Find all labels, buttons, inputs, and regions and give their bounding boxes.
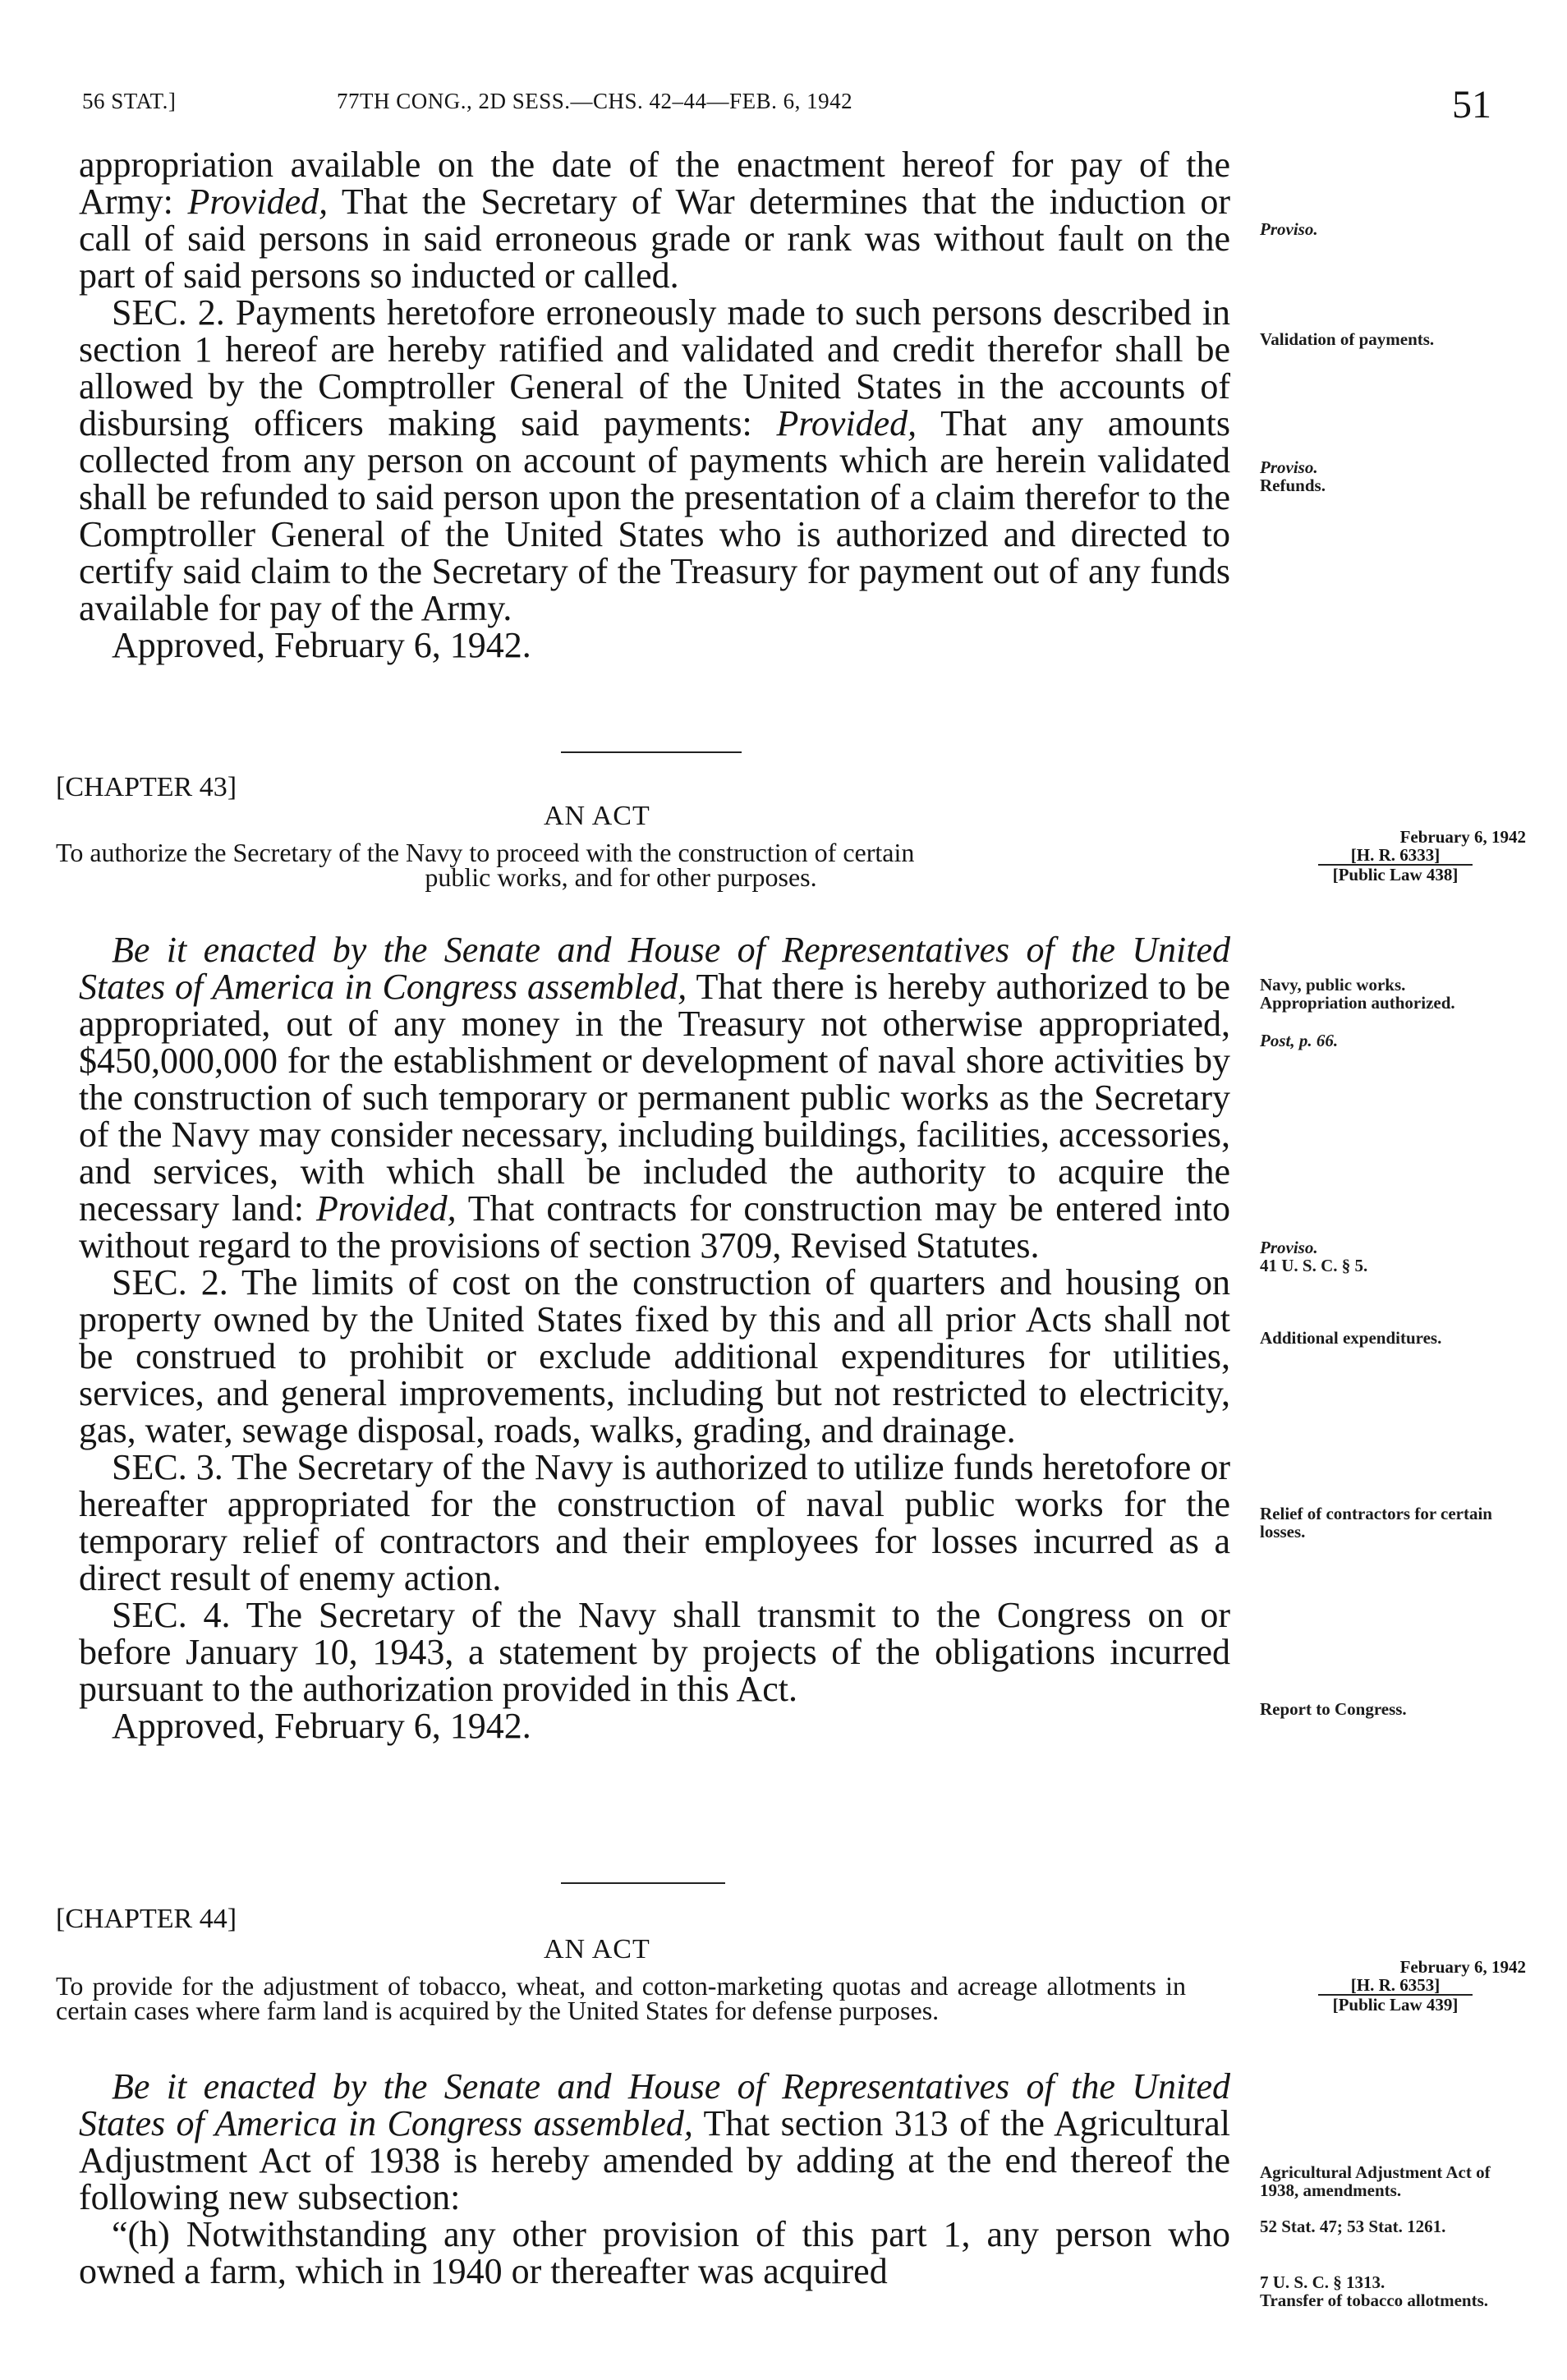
ch42-approved: Approved, February 6, 1942. [112, 625, 531, 665]
margin-additional-expenditures: Additional expenditures. [1260, 1328, 1442, 1348]
ch43-section-3: SEC. 3. The Secretary of the Navy is authorized to utilize funds heretofore or hereafter appropriated for the construction of naval public works for the temporary relief of contractors and their employees for losses incurred as a direct result of enemy action. [79, 1447, 1230, 1598]
section-label: SEC. 2. [112, 1262, 228, 1303]
margin-appropriation: Appropriation authorized. [1260, 993, 1455, 1013]
proviso-word: Provided, [776, 403, 917, 443]
section-divider [561, 751, 742, 753]
ch44-chapter-label: [CHAPTER 44] [56, 1904, 237, 1934]
ch43-enactment-box [1260, 828, 1531, 884]
ch43-purpose: To authorize the Secretary of the Navy to proceed with the construction of certain public works, and for other purposes. [56, 838, 915, 892]
proviso-word: Provided, [187, 181, 329, 222]
proviso-word: Provided, [315, 1188, 457, 1229]
margin-report-congress: Report to Congress. [1260, 1699, 1407, 1719]
ch44-subsection-h: “(h) Notwithstanding any other provision of this part 1, any person who owned a farm, which in 1940 or thereafter was acquired [79, 2214, 1230, 2291]
margin-transfer-tobacco: Transfer of tobacco allotments. [1260, 2290, 1489, 2310]
ch42-text [79, 146, 1230, 664]
ch43-chapter-label: [CHAPTER 43] [56, 772, 237, 802]
section-label: SEC. 2. [112, 292, 225, 333]
margin-relief-contractors: Relief of contractors for certain losses. [1260, 1504, 1492, 1541]
header-volume: 56 STAT.] [82, 89, 177, 113]
margin-validation: Validation of payments. [1260, 329, 1435, 349]
ch44-public-law: [Public Law 439] [1332, 1995, 1459, 2015]
ch42-section-2: SEC. 2. Payments heretofore erroneously made to such persons described in section 1 hereof are hereby ratified and validated and credit therefor shall be allowed by the Comptroller General of the United States in the accounts of disbursing officers making said payments: Provided, That any amounts collected from any person on account of payments which are herein validated shall be refunded to said person upon the presentation of a claim therefor to the Comptroller General of the United States who is authorized and directed to certify said claim to the Secretary of the Treasury for payment out of any funds available for pay of the Army. [79, 292, 1230, 628]
ch44-act-title: AN ACT [544, 1934, 650, 1964]
ch44-text [79, 2068, 1230, 2290]
margin-usc-41: 41 U. S. C. § 5. [1260, 1256, 1368, 1275]
ch44-bill-number: [H. R. 6353] [1318, 1976, 1473, 1996]
page-number: 51 [1452, 83, 1491, 126]
ch43-text [79, 931, 1230, 1744]
ch43-act-title: AN ACT [544, 801, 650, 831]
ch44-date: February 6, 1942 [1399, 1957, 1526, 1977]
margin-refunds: Refunds. [1260, 476, 1326, 495]
margin-stat-citation: 52 Stat. 47; 53 Stat. 1261. [1260, 2217, 1446, 2236]
margin-proviso-3: Proviso. [1260, 1238, 1318, 1257]
ch43-approved: Approved, February 6, 1942. [112, 1706, 531, 1746]
margin-post: Post, p. 66. [1260, 1031, 1339, 1050]
ch43-bill-number: [H. R. 6333] [1318, 846, 1473, 866]
margin-agricultural-adjustment: Agricultural Adjustment Act of 1938, amendments. [1260, 2162, 1491, 2200]
margin-usc-7: 7 U. S. C. § 1313. [1260, 2272, 1385, 2292]
ch42-paragraph-1: appropriation available on the date of the enactment hereof for pay of the Army: Provided, That the Secretary of War determines that the induction or call of said persons in said erroneous grade or rank was without fault on the part of said persons so inducted or called. [79, 145, 1231, 296]
enacting-clause: Be it enacted by the Senate and House of Representatives of the United States of America in Congress assembled, [79, 2066, 1230, 2143]
header-session: 77TH CONG., 2D SESS.—CHS. 42–44—FEB. 6, 1942 [337, 89, 853, 113]
ch43-date: February 6, 1942 [1399, 827, 1526, 847]
section-label: SEC. 3. [112, 1447, 223, 1487]
margin-proviso-1: Proviso. [1260, 219, 1318, 239]
section-divider [561, 1882, 725, 1884]
ch44-purpose: To provide for the adjustment of tobacco, wheat, and cotton-marketing quotas and acreage allotments in certain cases where farm land is acquired by the United States for defense purposes. [56, 1971, 1186, 2025]
ch43-section-4: SEC. 4. The Secretary of the Navy shall transmit to the Congress on or before January 10, 1943, a statement by projects of the obligations incurred pursuant to the authorization provided in this Act. [79, 1595, 1230, 1709]
ch43-section-1: Be it enacted by the Senate and House of Representatives of the United States of America in Congress assembled, That there is hereby authorized to be appropriated, out of any money in the Treasury not otherwise appropriated, $450,000,000 for the establishment or development of naval shore activities by the construction of such temporary or permanent public works as the Secretary of the Navy may consider necessary, including buildings, facilities, accessories, and services, with which shall be included the authority to acquire the necessary land: Provided, That contracts for construction may be entered into without regard to the provisions of section 3709, Revised Statutes. [79, 930, 1231, 1266]
section-label: SEC. 4. [112, 1595, 231, 1635]
margin-proviso-2: Proviso. [1260, 457, 1318, 477]
ch44-enactment-box [1260, 1958, 1531, 2014]
enacting-clause: Be it enacted by the Senate and House of Representatives of the United States of America in Congress assembled, [79, 930, 1230, 1007]
margin-navy-public-works: Navy, public works. [1260, 975, 1406, 995]
ch44-section-1: Be it enacted by the Senate and House of Representatives of the United States of America in Congress assembled, That section 313 of the Agricultural Adjustment Act of 1938 is hereby amended by adding at the end thereof the following new subsection: [79, 2066, 1230, 2217]
ch43-section-2: SEC. 2. The limits of cost on the construction of quarters and housing on property owned by the United States fixed by this and all prior Acts shall not be construed to prohibit or exclude additional expenditures for utilities, services, and general improvements, including but not restricted to electricity, gas, water, sewage disposal, roads, walks, grading, and drainage. [79, 1262, 1230, 1450]
ch43-public-law: [Public Law 438] [1332, 865, 1459, 884]
